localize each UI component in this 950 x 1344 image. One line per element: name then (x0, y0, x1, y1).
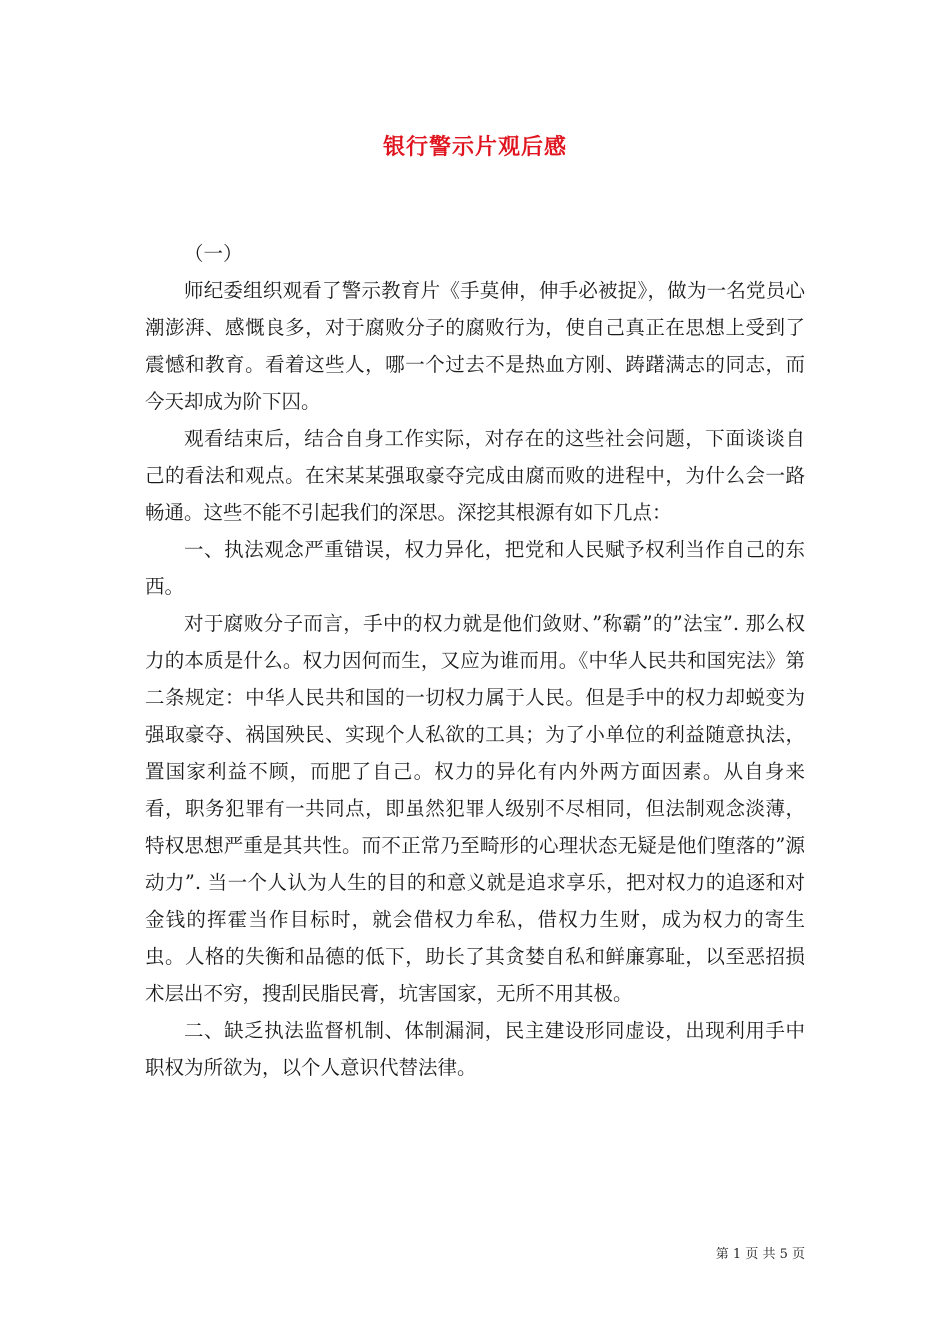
paragraph-reflection: 观看结束后，结合自身工作实际，对存在的这些社会问题，下面谈谈自己的看法和观点。在宋某某强取豪夺完成由腐而败的进程中，为什么会一路畅通。这些不能不引起我们的深思。深挖其根源有如下几点： (145, 427, 805, 524)
paragraph-point-one: 一、执法观念严重错误，权力异化，把党和人民赋予权利当作自己的东西。 (145, 538, 805, 598)
document-title: 银行警示片观后感 (382, 134, 567, 160)
paragraph-analysis: 对于腐败分子而言，手中的权力就是他们敛财、”称霸”的”法宝”. 那么权力的本质是什么。权力因何而生，又应为谁而用。《中华人民共和国宪法》第二条规定：中华人民共和国的一切权力属于人民。但是手中的权力却蜕变为强取豪夺、祸国殃民、实现个人私欲的工具；为了小单位的利益随意执法，置国家利益不顾，而肥了自己。权力的异化有内外两方面因素。从自身来看，职务犯罪有一共同点，即虽然犯罪人级别不尽相同，但法制观念淡薄，特权思想严重是其共性。而不正常乃至畸形的心理状态无疑是他们堕落的”源动力”. 当一个人认为人生的目的和意义就是追求享乐，把对权力的追逐和对金钱的挥霍当作目标时，就会借权力牟私，借权力生财，成为权力的寄生虫。人格的失衡和品德的低下，助长了其贪婪自私和鲜廉寡耻，以至恶招损术层出不穷，搜刮民脂民膏，坑害国家，无所不用其极。 (145, 612, 805, 1005)
paragraph-point-two: 二、缺乏执法监督机制、体制漏洞，民主建设形同虚设，出现利用手中职权为所欲为，以个人意识代替法律。 (145, 1019, 805, 1079)
page-number-footer: 第 1 页 共 5 页 (715, 1247, 805, 1262)
paragraph-intro: 师纪委组织观看了警示教育片《手莫伸，伸手必被捉》，做为一名党员心潮澎湃、感慨良多，对于腐败分子的腐败行为，使自己真正在思想上受到了震憾和教育。看着这些人，哪一个过去不是热血方刚、踌躇满志的同志，而今天却成为阶下囚。 (145, 279, 805, 413)
paragraph-section-marker: （一） (184, 242, 243, 265)
document-body (145, 235, 805, 1086)
